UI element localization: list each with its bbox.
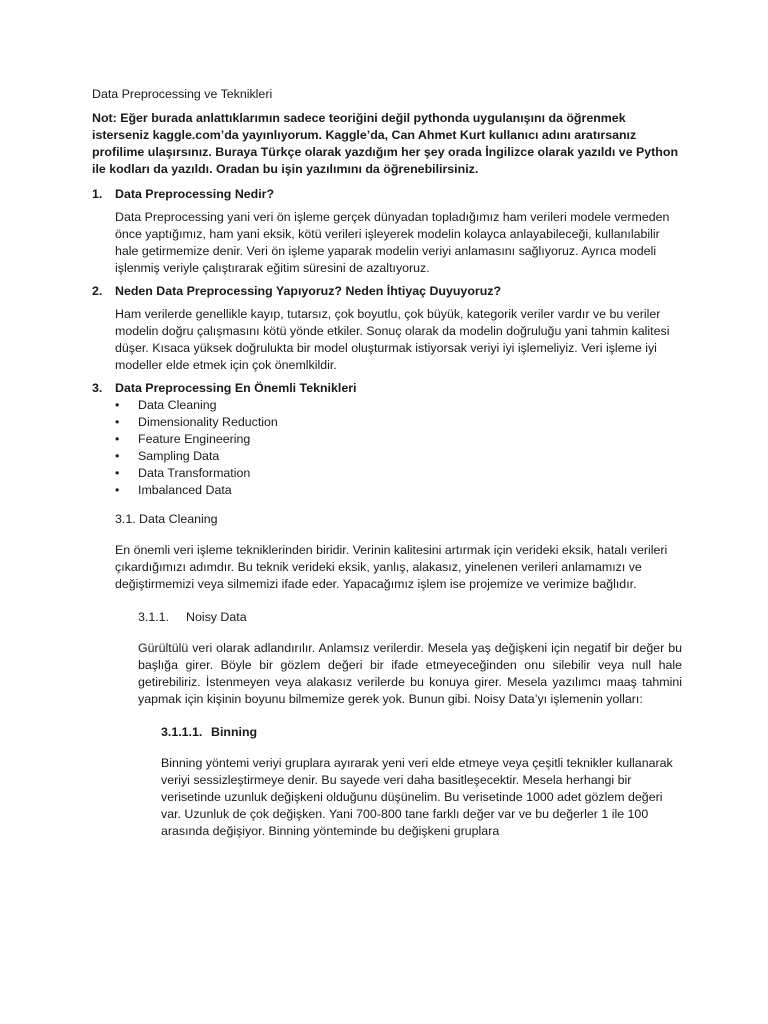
section-2-number: 2. bbox=[92, 284, 103, 298]
section-1-title: Data Preprocessing Nedir? bbox=[115, 187, 275, 201]
subsection-3-1-1-title: Noisy Data bbox=[186, 610, 247, 624]
section-1-number: 1. bbox=[92, 187, 103, 201]
list-item-label: Dimensionality Reduction bbox=[138, 415, 278, 429]
list-item-label: Feature Engineering bbox=[138, 432, 251, 446]
section-3-number: 3. bbox=[92, 381, 103, 395]
list-item bbox=[115, 465, 682, 482]
section-3-title: Data Preprocessing En Önemli Teknikleri bbox=[115, 381, 357, 395]
list-item-label: Data Cleaning bbox=[138, 398, 217, 412]
section-2-title: Neden Data Preprocessing Yapıyoruz? Neden İhtiyaç Duyuyoruz? bbox=[115, 284, 502, 298]
bullet-icon: • bbox=[115, 483, 120, 497]
subsection-3-1-body: En önemli veri işleme tekniklerinden biridir. Verinin kalitesini artırmak için verideki eksik, hatalı verileri çıkardığımızı adımdır. Bu teknik verideki eksik, yanlış, alakasız, yinelenen verileri anlamamızı ve değiştirmemizi veya silmemizi ifade eder. Yapacağımız işlem ise projemize ve verimize bağlıdır. bbox=[115, 543, 668, 591]
section-3-heading bbox=[92, 380, 682, 397]
section-2-body: Ham verilerde genellikle kayıp, tutarsız, çok boyutlu, çok büyük, kategorik veriler vardır ve bu veriler modelin doğru çalışmasını kötü yönde etkiler. Sonuç olarak da modelin doğruluğu yani tahmin kalitesi düşer. Kısaca yüksek doğrulukta bir model oluşturmak istiyorsak veriyi iyi işlemeliyiz. Veri işleme iyi modeller elde etmek için çok önemlkildir. bbox=[115, 307, 670, 372]
list-item bbox=[115, 414, 682, 431]
list-item bbox=[115, 431, 682, 448]
bullet-icon: • bbox=[115, 415, 120, 429]
subsection-3-1-1-1-body: Binning yöntemi veriyi gruplara ayırarak yeni veri elde etmeye veya çeşitli teknikler kullanarak veriyi sessizleştirmeye denir. Bu sayede veri daha basitleşecektir. Mesela herhangi bir verisetinde uzunluk değişkeni olduğunu düşünelim. Bu verisetinde 1000 adet gözlem değeri var. Uzunluk de çok değişken. Yani 700-800 tane farklı değer var ve bu değerler 1 ile 100 arasında değişiyor. Binning yönteminde bu değişkeni gruplara bbox=[161, 756, 673, 838]
bullet-icon: • bbox=[115, 449, 120, 463]
list-item-label: Sampling Data bbox=[138, 449, 220, 463]
subsection-3-1-1-heading bbox=[138, 609, 682, 626]
subsection-3-1-number: 3.1. bbox=[115, 512, 136, 526]
subsection-3-1-title: Data Cleaning bbox=[139, 512, 218, 526]
section-1-body: Data Preprocessing yani veri ön işleme gerçek dünyadan topladığımız ham verileri modele vermeden önce yaptığımız, ham yani eksik, kötü verileri işleyerek modelin kolayca anlayabileceği, kullanılabilir hale getirmemize denir. Veri ön işleme yaparak modelin veriyi anlamasını sağlıyoruz. Ayrıca modeli işlenmiş veriyle çalıştırarak eğitim süresini de azaltıyoruz. bbox=[115, 210, 670, 275]
list-item-label: Imbalanced Data bbox=[138, 483, 232, 497]
subsection-3-1-heading bbox=[115, 511, 682, 528]
note-paragraph: Not: Eğer burada anlattıklarımın sadece teoriğini değil pythonda uygulanışını da öğrenmek isterseniz kaggle.com’da yayınlıyorum. Kaggle’da, Can Ahmet Kurt kullanıcı adını aratırsanız profilime ulaşırsınız. Buraya Türkçe olarak yazdığım her şey orada İngilizce olarak yazıldı ve Python ile kodları da yazıldı. Oradan bu işin yazılımını da öğrenebilirsiniz. bbox=[92, 111, 679, 176]
bullet-icon: • bbox=[115, 466, 120, 480]
list-item-label: Data Transformation bbox=[138, 466, 251, 480]
subsection-3-1-1-1-number: 3.1.1.1. bbox=[161, 725, 203, 739]
subsection-3-1-1-number: 3.1.1. bbox=[138, 610, 170, 624]
subsection-3-1-1-1-title: Binning bbox=[211, 725, 258, 739]
subsection-3-1-1-1-heading bbox=[161, 724, 682, 741]
document-title: Data Preprocessing ve Teknikleri bbox=[92, 87, 273, 101]
document-page bbox=[92, 86, 682, 840]
subsection-3-1-1-body: Gürültülü veri olarak adlandırılır. Anlamsız verilerdir. Mesela yaş değişkeni için negatif bir değer bu başlığa girer. Böyle bir gözlem değeri bir ifade etmeyeceğinden onu silebilir veya null hale getirebiliriz. İstenmeyen veya alakasız verilerde bu konuya girer. Mesela yazılımcı maaş tahmini yapmak için kişinin boyunu bilmemize gerek yok. Bunun gibi. Noisy Data’yı işlemenin yolları: bbox=[138, 641, 682, 706]
section-2-heading bbox=[92, 283, 682, 300]
list-item bbox=[115, 448, 682, 465]
bullet-icon: • bbox=[115, 398, 120, 412]
list-item bbox=[115, 397, 682, 414]
techniques-list bbox=[115, 397, 682, 499]
list-item bbox=[115, 482, 682, 499]
bullet-icon: • bbox=[115, 432, 120, 446]
section-1-heading bbox=[92, 186, 682, 203]
